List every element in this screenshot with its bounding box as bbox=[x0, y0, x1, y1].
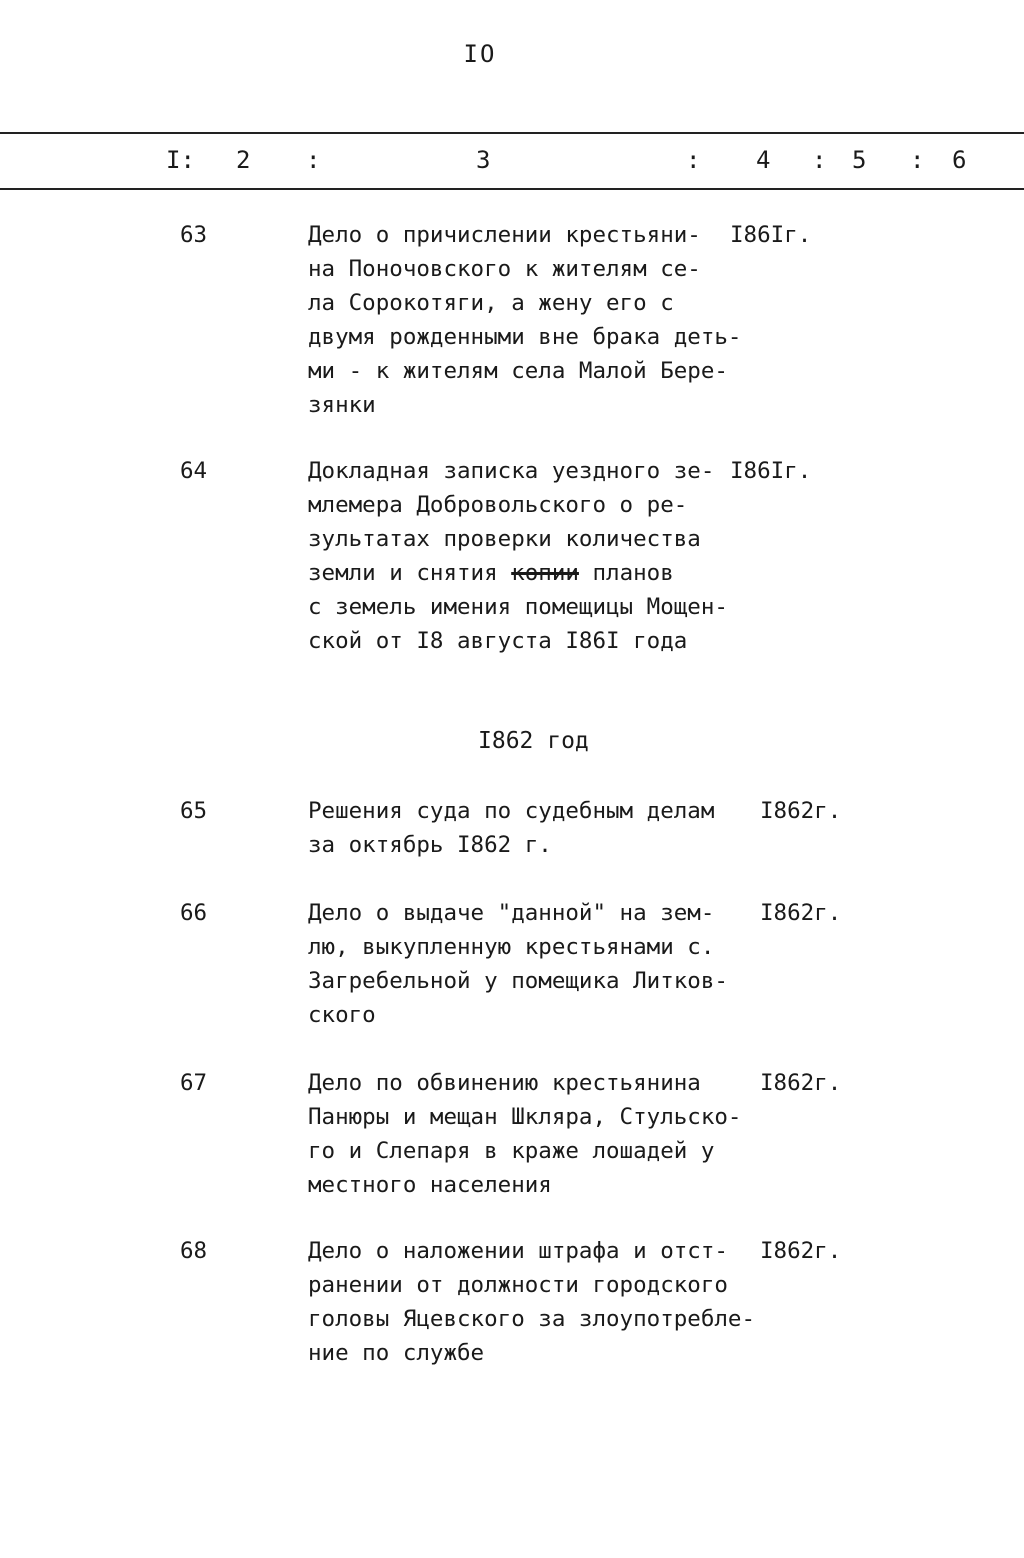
column-header-1: I: bbox=[166, 146, 195, 174]
description-line: головы Яцевского за злоупотребле- bbox=[308, 1306, 756, 1332]
line-text: земли и снятия bbox=[308, 560, 498, 586]
description-line: ранении от должности городского bbox=[308, 1272, 728, 1298]
page-number: IO bbox=[463, 40, 497, 68]
entry-number: 63 bbox=[180, 222, 208, 248]
description-line: го и Слепаря в краже лошадей у bbox=[308, 1138, 715, 1164]
description-line: ние по службе bbox=[308, 1340, 485, 1366]
description-line: зультатах проверки количества bbox=[308, 526, 701, 552]
entry-number: 67 bbox=[180, 1070, 208, 1096]
description-line: ской от I8 августа I86I года bbox=[308, 628, 688, 654]
column-header-3: 3 bbox=[476, 146, 491, 174]
description-line: двумя рожденными вне брака деть- bbox=[308, 324, 742, 350]
struck-word: копии bbox=[511, 560, 579, 586]
entry-date: I862г. bbox=[760, 798, 842, 824]
column-separator: : bbox=[686, 146, 701, 174]
entry-date: I862г. bbox=[760, 1238, 842, 1264]
entry-date: I86Iг. bbox=[730, 222, 812, 248]
column-separator: : bbox=[910, 146, 925, 174]
description-line: Загребельной у помещика Литков- bbox=[308, 968, 728, 994]
entry-number: 66 bbox=[180, 900, 208, 926]
line-tail: планов bbox=[592, 560, 674, 586]
column-separator: : bbox=[812, 146, 827, 174]
entry-date: I86Iг. bbox=[730, 458, 812, 484]
description-line: Панюры и мещан Шкляра, Стульско- bbox=[308, 1104, 742, 1130]
column-separator: : bbox=[306, 146, 321, 174]
entry-date: I862г. bbox=[760, 900, 842, 926]
header-top-rule bbox=[0, 132, 1024, 134]
description-line: Решения суда по судебным делам bbox=[308, 798, 715, 824]
description-line: на Поночовского к жителям се- bbox=[308, 256, 701, 282]
entry-description bbox=[308, 896, 728, 1032]
description-line: Дело о причислении крестьяни- bbox=[308, 222, 701, 248]
description-line bbox=[308, 556, 728, 590]
entry-description bbox=[308, 1234, 755, 1370]
description-line: лю, выкупленную крестьянами с. bbox=[308, 934, 715, 960]
entry-number: 65 bbox=[180, 798, 208, 824]
description-line: Дело о выдаче "данной" на зем- bbox=[308, 900, 715, 926]
entry-description bbox=[308, 1066, 741, 1202]
description-line: зянки bbox=[308, 392, 376, 418]
year-heading: I862 год bbox=[478, 728, 589, 754]
column-header-5: 5 bbox=[852, 146, 867, 174]
description-line: местного населения bbox=[308, 1172, 552, 1198]
description-line: Дело по обвинению крестьянина bbox=[308, 1070, 701, 1096]
entry-number: 68 bbox=[180, 1238, 208, 1264]
description-line: с земель имения помещицы Мощен- bbox=[308, 594, 728, 620]
entry-date: I862г. bbox=[760, 1070, 842, 1096]
entry-description bbox=[308, 794, 714, 862]
description-line: ми - к жителям села Малой Бере- bbox=[308, 358, 728, 384]
entry-description bbox=[308, 218, 741, 422]
description-line: Дело о наложении штрафа и отст- bbox=[308, 1238, 728, 1264]
entry-number: 64 bbox=[180, 458, 208, 484]
description-line: за октябрь I862 г. bbox=[308, 832, 552, 858]
description-line: ла Сорокотяги, а жену его с bbox=[308, 290, 674, 316]
description-line: млемера Добровольского о ре- bbox=[308, 492, 688, 518]
entry-description bbox=[308, 454, 728, 658]
description-line: Докладная записка уездного зе- bbox=[308, 458, 715, 484]
column-header-4: 4 bbox=[756, 146, 771, 174]
header-bottom-rule bbox=[0, 188, 1024, 190]
column-header-6: 6 bbox=[952, 146, 967, 174]
description-line: ского bbox=[308, 1002, 376, 1028]
column-header-2: 2 bbox=[236, 146, 251, 174]
